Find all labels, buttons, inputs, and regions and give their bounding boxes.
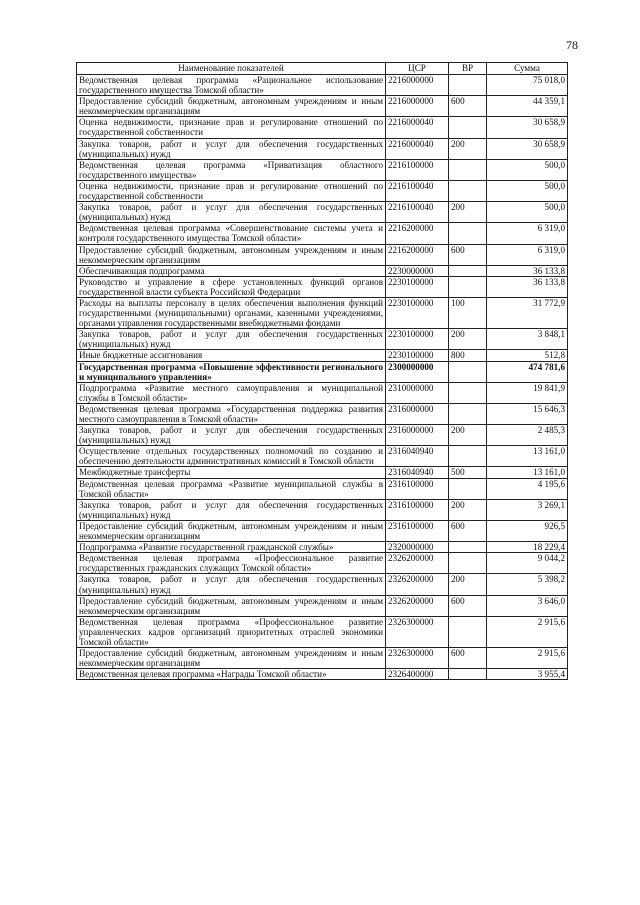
row-vr-cell: [449, 75, 487, 96]
row-name-cell: Ведомственная целевая программа «Рациональное использование государственного имущества Томской области»: [77, 75, 386, 96]
row-csr-cell: 2230100000: [386, 350, 449, 361]
row-amount-cell: 5 398,2: [487, 574, 568, 595]
row-csr-cell: 2300000000: [386, 361, 449, 382]
row-name-cell: Подпрограмма «Развитие государственной гражданской службы»: [77, 542, 386, 553]
row-csr-cell: 2230000000: [386, 265, 449, 276]
row-vr-cell: 800: [449, 350, 487, 361]
table-row: [77, 223, 568, 244]
row-vr-cell: 600: [449, 520, 487, 541]
row-amount-cell: 13 161,0: [487, 446, 568, 467]
row-vr-cell: [449, 616, 487, 647]
row-amount-cell: 500,0: [487, 202, 568, 223]
table-row: [77, 75, 568, 96]
page-number: 78: [566, 38, 578, 52]
row-name-cell: Ведомственная целевая программа «Совершенствование системы учета и контроля государственного имущества Томской области»: [77, 223, 386, 244]
row-name-cell: Государственная программа «Повышение эффективности регионального и муниципального управления»: [77, 361, 386, 382]
row-name-cell: Предоставление субсидий бюджетным, автономным учреждениям и иным некоммерческим организациям: [77, 244, 386, 265]
row-vr-cell: 200: [449, 202, 487, 223]
row-csr-cell: 2326300000: [386, 616, 449, 647]
row-name-cell: Ведомственная целевая программа «Государственная поддержка развития местного самоуправления в Томской области»: [77, 403, 386, 424]
table-row: [77, 648, 568, 669]
row-vr-cell: 200: [449, 425, 487, 446]
row-csr-cell: 2216200000: [386, 244, 449, 265]
row-amount-cell: 9 044,2: [487, 553, 568, 574]
row-vr-cell: [449, 159, 487, 180]
row-name-cell: Предоставление субсидий бюджетным, автономным учреждениям и иным некоммерческим организациям: [77, 595, 386, 616]
row-vr-cell: [449, 478, 487, 499]
row-amount-cell: 36 133,8: [487, 276, 568, 297]
row-vr-cell: [449, 265, 487, 276]
row-amount-cell: 30 658,9: [487, 138, 568, 159]
row-vr-cell: [449, 180, 487, 201]
row-csr-cell: 2316100000: [386, 520, 449, 541]
row-vr-cell: 200: [449, 574, 487, 595]
row-amount-cell: 4 195,6: [487, 478, 568, 499]
row-csr-cell: 2216100000: [386, 159, 449, 180]
row-amount-cell: 30 658,9: [487, 117, 568, 138]
row-name-cell: Закупка товаров, работ и услуг для обеспечения государственных (муниципальных) нужд: [77, 329, 386, 350]
table-row: [77, 553, 568, 574]
row-name-cell: Иные бюджетные ассигнования: [77, 350, 386, 361]
row-vr-cell: 100: [449, 297, 487, 328]
row-amount-cell: 2 485,3: [487, 425, 568, 446]
row-name-cell: Оценка недвижимости, признание прав и регулирование отношений по государственной собственности: [77, 117, 386, 138]
row-csr-cell: 2230100000: [386, 329, 449, 350]
table-row: [77, 616, 568, 647]
table-row: [77, 350, 568, 361]
row-csr-cell: 2320000000: [386, 542, 449, 553]
table-row: [77, 499, 568, 520]
table-row: [77, 425, 568, 446]
row-name-cell: Предоставление субсидий бюджетным, автономным учреждениям и иным некоммерческим организациям: [77, 648, 386, 669]
row-csr-cell: 2216000040: [386, 117, 449, 138]
table-row: [77, 202, 568, 223]
row-vr-cell: [449, 553, 487, 574]
row-csr-cell: 2326200000: [386, 595, 449, 616]
row-name-cell: Ведомственная целевая программа «Приватизация областного государственного имущества»: [77, 159, 386, 180]
row-amount-cell: 500,0: [487, 180, 568, 201]
row-vr-cell: 500: [449, 467, 487, 478]
row-csr-cell: 2216000000: [386, 96, 449, 117]
table-row: [77, 117, 568, 138]
row-vr-cell: [449, 276, 487, 297]
table-row: [77, 467, 568, 478]
row-amount-cell: 31 772,9: [487, 297, 568, 328]
row-amount-cell: 6 319,0: [487, 244, 568, 265]
row-csr-cell: 2216000000: [386, 75, 449, 96]
row-name-cell: Руководство и управление в сфере установленных функций органов государственной власти субъекта Российской Федерации: [77, 276, 386, 297]
row-vr-cell: 600: [449, 595, 487, 616]
row-csr-cell: 2326300000: [386, 648, 449, 669]
row-name-cell: Ведомственная целевая программа «Профессиональное развитие управленческих кадров организаций приоритетных отраслей экономики Томской области»: [77, 616, 386, 647]
table-row: [77, 96, 568, 117]
table-row: [77, 669, 568, 680]
row-amount-cell: 19 841,9: [487, 382, 568, 403]
row-name-cell: Закупка товаров, работ и услуг для обеспечения государственных (муниципальных) нужд: [77, 499, 386, 520]
table-row: [77, 180, 568, 201]
row-amount-cell: 2 915,6: [487, 616, 568, 647]
row-amount-cell: 18 229,4: [487, 542, 568, 553]
table-row: [77, 478, 568, 499]
row-amount-cell: 15 646,3: [487, 403, 568, 424]
row-name-cell: Обеспечивающая подпрограмма: [77, 265, 386, 276]
table-body: [77, 75, 568, 680]
row-csr-cell: 2230100000: [386, 276, 449, 297]
row-name-cell: Предоставление субсидий бюджетным, автономным учреждениям и иным некоммерческим организациям: [77, 520, 386, 541]
row-csr-cell: 2316000000: [386, 403, 449, 424]
row-vr-cell: 600: [449, 96, 487, 117]
row-vr-cell: [449, 117, 487, 138]
table-row: [77, 403, 568, 424]
row-name-cell: Закупка товаров, работ и услуг для обеспечения государственных (муниципальных) нужд: [77, 138, 386, 159]
row-vr-cell: [449, 403, 487, 424]
row-amount-cell: 36 133,8: [487, 265, 568, 276]
row-vr-cell: [449, 223, 487, 244]
row-vr-cell: 200: [449, 329, 487, 350]
row-name-cell: Закупка товаров, работ и услуг для обеспечения государственных (муниципальных) нужд: [77, 574, 386, 595]
row-name-cell: Предоставление субсидий бюджетным, автономным учреждениям и иным некоммерческим организациям: [77, 96, 386, 117]
row-name-cell: Закупка товаров, работ и услуг для обеспечения государственных (муниципальных) нужд: [77, 425, 386, 446]
row-amount-cell: 2 915,6: [487, 648, 568, 669]
row-csr-cell: 2216100040: [386, 180, 449, 201]
row-amount-cell: 500,0: [487, 159, 568, 180]
row-csr-cell: 2326200000: [386, 574, 449, 595]
row-csr-cell: 2310000000: [386, 382, 449, 403]
row-vr-cell: [449, 542, 487, 553]
table-row: [77, 329, 568, 350]
row-vr-cell: 600: [449, 648, 487, 669]
header-vr: ВР: [449, 63, 487, 75]
header-amount: Сумма: [487, 63, 568, 75]
row-vr-cell: 200: [449, 499, 487, 520]
table-row: [77, 446, 568, 467]
table-row: [77, 297, 568, 328]
row-amount-cell: 926,5: [487, 520, 568, 541]
row-csr-cell: 2316040940: [386, 467, 449, 478]
table-row: [77, 382, 568, 403]
row-amount-cell: 3 955,4: [487, 669, 568, 680]
row-name-cell: Оценка недвижимости, признание прав и регулирование отношений по государственной собственности: [77, 180, 386, 201]
table-row: [77, 574, 568, 595]
row-csr-cell: 2326200000: [386, 553, 449, 574]
row-csr-cell: 2316100000: [386, 478, 449, 499]
row-csr-cell: 2216000040: [386, 138, 449, 159]
row-amount-cell: 474 781,6: [487, 361, 568, 382]
row-amount-cell: 3 848,1: [487, 329, 568, 350]
table-row: [77, 276, 568, 297]
row-name-cell: Подпрограмма «Развитие местного самоуправления и муниципальной службы в Томской области»: [77, 382, 386, 403]
row-name-cell: Ведомственная целевая программа «Развитие муниципальной службы в Томской области»: [77, 478, 386, 499]
header-csr: ЦСР: [386, 63, 449, 75]
row-vr-cell: [449, 669, 487, 680]
table-row: [77, 542, 568, 553]
row-amount-cell: 13 161,0: [487, 467, 568, 478]
table-row: [77, 520, 568, 541]
table-row: [77, 244, 568, 265]
budget-table: [76, 62, 568, 680]
table-row: [77, 595, 568, 616]
row-amount-cell: 44 359,1: [487, 96, 568, 117]
row-vr-cell: 200: [449, 138, 487, 159]
row-vr-cell: 600: [449, 244, 487, 265]
row-amount-cell: 75 018,0: [487, 75, 568, 96]
row-csr-cell: 2316040940: [386, 446, 449, 467]
table-row: [77, 265, 568, 276]
row-csr-cell: 2216100040: [386, 202, 449, 223]
row-csr-cell: 2230100000: [386, 297, 449, 328]
row-amount-cell: 3 646,0: [487, 595, 568, 616]
row-csr-cell: 2316100000: [386, 499, 449, 520]
row-amount-cell: 3 269,1: [487, 499, 568, 520]
header-name: Наименование показателей: [77, 63, 386, 75]
row-amount-cell: 6 319,0: [487, 223, 568, 244]
row-name-cell: Осуществление отдельных государственных полномочий по созданию и обеспечению деятельности административных комиссий в Томской области: [77, 446, 386, 467]
row-vr-cell: [449, 382, 487, 403]
row-name-cell: Расходы на выплаты персоналу в целях обеспечения выполнения функций государственными (муниципальными) органами, казенными учреждениями, органами управления государственными внебюджетными фондами: [77, 297, 386, 328]
row-name-cell: Ведомственная целевая программа «Профессиональное развитие государственных гражданских служащих Томской области»: [77, 553, 386, 574]
row-name-cell: Ведомственная целевая программа «Награды Томской области»: [77, 669, 386, 680]
row-vr-cell: [449, 446, 487, 467]
table-header-row: [77, 63, 568, 75]
row-csr-cell: 2326400000: [386, 669, 449, 680]
table-row: [77, 138, 568, 159]
row-vr-cell: [449, 361, 487, 382]
row-amount-cell: 512,8: [487, 350, 568, 361]
row-name-cell: Межбюджетные трансферты: [77, 467, 386, 478]
table-row: [77, 159, 568, 180]
row-name-cell: Закупка товаров, работ и услуг для обеспечения государственных (муниципальных) нужд: [77, 202, 386, 223]
row-csr-cell: 2216200000: [386, 223, 449, 244]
row-csr-cell: 2316000000: [386, 425, 449, 446]
table-row: [77, 361, 568, 382]
